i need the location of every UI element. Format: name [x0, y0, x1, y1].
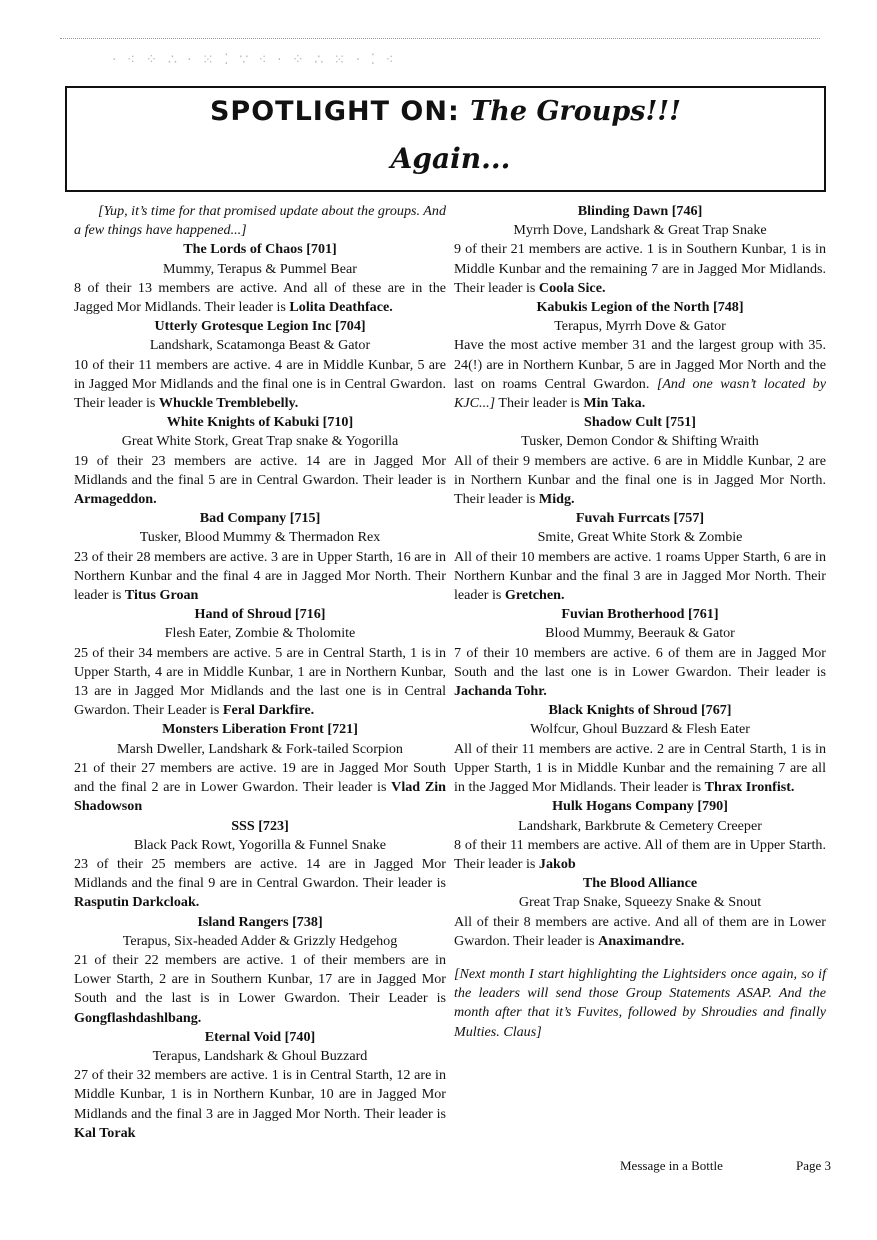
group-species: Wolfcur, Ghoul Buzzard & Flesh Eater [530, 721, 750, 738]
group-leader: Gongflashdashlbang [74, 1009, 198, 1026]
group-status-text: All of their 10 members are active. 1 roams Upper Starth, 6 are in Northern Kunbar and the final 3 are in Jagged Mor North. Their leader is [454, 548, 826, 604]
group-status [74, 951, 446, 1028]
group-species: Tusker, Demon Condor & Shifting Wraith [521, 433, 759, 450]
group-name: White Knights of Kabuki [710] [166, 414, 354, 431]
left-column [74, 202, 446, 1143]
title-prefix: SPOTLIGHT ON: [209, 96, 460, 127]
group-leader: Min Taka [583, 395, 642, 412]
group-name: Monsters Liberation Front [721] [162, 721, 358, 738]
group-status [74, 855, 446, 913]
group-status-tail: . [601, 279, 606, 296]
group-status-tail: . [153, 491, 157, 508]
group-status-text: 25 of their 34 members are active. 5 are in Central Starth, 1 is in Upper Starth, 4 are in Middle Kunbar, 1 are in Northern Kunbar, 13 are in Jagged Mor Midlands and the last one is in Central Gwardon. Their Leader is [74, 644, 446, 719]
group-status-text: All of their 9 members are active. 6 are in Middle Kunbar, 2 are in Northern Kunbar and the final one is in Jagged Mor North. Their leader is [454, 452, 826, 508]
group-leader: Coola Sice [538, 279, 602, 296]
group-leader: Gretchen [504, 587, 561, 604]
group-status-tail: . [790, 779, 795, 796]
group-name: Fuvian Brotherhood [761] [561, 606, 719, 623]
group-name: The Lords of Chaos [701] [183, 241, 337, 258]
group-status-tail: . [543, 683, 547, 700]
scan-smudge: · ⁖ ⁘ ∴ · ⁙ ⁚ ∵ ⁖ · ⁘ ∴ ⁙ · ⁚ ⁖ [112, 52, 397, 68]
group-status [74, 279, 446, 317]
group-species: Mummy, Terapus & Pummel Bear [163, 260, 357, 277]
group-name: Utterly Grotesque Legion Inc [704] [154, 318, 366, 335]
group-species: Landshark, Barkbrute & Cemetery Creeper [518, 817, 762, 834]
group-status-tail: . [195, 894, 200, 911]
group-status [74, 644, 446, 721]
group-status-text: 23 of their 25 members are active. 14 are in Jagged Mor Midlands and the final 9 are in Central Gwardon. Their leader is [74, 855, 446, 892]
group-status [74, 356, 446, 414]
group-status-tail: . [571, 491, 575, 508]
group-species: Great White Stork, Great Trap snake & Yogorilla [121, 433, 399, 450]
group-status [454, 452, 826, 510]
group-status [74, 548, 446, 606]
group-status-text: 19 of their 23 members are active. 14 are in Jagged Mor Midlands and the final 5 are in Central Gwardon. Their leader is [74, 452, 446, 488]
group-leader: Jakob [538, 855, 576, 872]
group-status [454, 740, 826, 798]
group-status-tail: . [560, 587, 565, 604]
editor-aside: [And one wasn’t located by KJC...] [454, 375, 826, 412]
right-column [454, 202, 826, 1042]
article-columns [74, 202, 831, 1172]
group-status-tail: . [197, 1009, 202, 1026]
group-species: Marsh Dweller, Landshark & Fork-tailed Scorpion [117, 740, 403, 757]
page-number: Page 3 [796, 1158, 832, 1173]
group-status [454, 913, 826, 951]
group-name: The Blood Alliance [582, 875, 698, 892]
title-script: The Groups!!! [470, 96, 682, 127]
group-status [454, 836, 826, 874]
group-status-text: All of their 11 members are active. 2 are in Central Starth, 1 is in Upper Starth, 1 is in Middle Kunbar and the remaining 7 are all in the Jagged Mor Midlands. Their leader is [454, 740, 826, 796]
group-status [454, 644, 826, 702]
group-species: Blood Mummy, Beerauk & Gator [545, 625, 735, 642]
group-status [454, 240, 826, 298]
intro-note: [Yup, it’s time for that promised update about the groups. And a few things have happened...] [74, 203, 446, 239]
group-leader: Rasputin Darkcloak [74, 894, 196, 911]
group-status-text: 8 of their 13 members are active. And all of these are in the Jagged Mor Midlands. Their leader is [74, 279, 446, 316]
group-leader: Midg [538, 491, 572, 508]
group-leader: Armageddon [74, 491, 154, 508]
group-leader: Whuckle Tremblebelly [158, 395, 295, 412]
publication-name: Message in a Bottle [620, 1158, 723, 1173]
group-status-text: 7 of their 10 members are active. 6 of them are in Jagged Mor South and the last one is in Lower Gwardon. Their leader is [454, 644, 826, 680]
group-leader: Anaximandre [598, 932, 681, 949]
group-leader: Kal Torak [74, 1124, 136, 1141]
group-status [74, 1066, 446, 1143]
group-status-text: Have the most active member 31 and the largest group with 35. 24(!) are in Northern Kunbar, 5 are in Jagged Mor North and the last on roams Central Gwardon. [454, 337, 826, 392]
group-status-text-2: Their leader is [495, 395, 584, 412]
group-leader: Thrax Ironfist [704, 779, 791, 796]
scan-artifact-line [60, 38, 820, 43]
group-name: SSS [723] [231, 817, 289, 834]
group-species: Tusker, Blood Mummy & Thermadon Rex [139, 529, 381, 546]
group-name: Bad Company [715] [199, 510, 321, 527]
closing-note: [Next month I start highlighting the Lightsiders once again, so if the leaders will send those Group Statements ASAP. And the month after that it’s Fuvites, followed by Shroudies and finally Multies. Claus] [454, 965, 826, 1040]
group-status-tail: . [641, 395, 646, 412]
group-status [454, 548, 826, 606]
group-species: Terapus, Six-headed Adder & Grizzly Hedgehog [122, 932, 398, 949]
group-leader: Feral Darkfire [222, 702, 311, 719]
group-species: Terapus, Landshark & Ghoul Buzzard [152, 1047, 368, 1064]
group-species: Smite, Great White Stork & Zombie [537, 529, 743, 546]
group-leader: Titus Groan [124, 587, 199, 604]
group-name: Fuvah Furrcats [757] [575, 510, 705, 527]
group-status-text: 23 of their 28 members are active. 3 are in Upper Starth, 16 are in Northern Kunbar and the final 4 are in Jagged Mor North. Their leader is [74, 548, 446, 604]
group-status [454, 336, 826, 413]
group-name: Eternal Void [740] [204, 1028, 316, 1045]
group-species: Great Trap Snake, Squeezy Snake & Snout [518, 894, 762, 911]
group-species: Landshark, Scatamonga Beast & Gator [149, 337, 371, 354]
group-name: Blinding Dawn [746] [577, 203, 703, 219]
group-status-text: 8 of their 11 members are active. All of them are in Upper Starth. Their leader is [454, 836, 826, 872]
group-status [74, 759, 446, 817]
group-name: Shadow Cult [751] [584, 414, 696, 431]
group-species: Black Pack Rowt, Yogorilla & Funnel Snake [133, 836, 387, 853]
group-status-tail: . [389, 299, 393, 316]
group-leader: Lolita Deathface [289, 299, 390, 316]
group-leader: Vlad Zin Shadowson [74, 779, 446, 815]
group-name: Kabukis Legion of the North [748] [536, 299, 744, 316]
group-status-text: 9 of their 21 members are active. 1 is in Southern Kunbar, 1 is in Middle Kunbar and the remaining 7 are in Jagged Mor Midlands. Their leader is [454, 241, 826, 296]
group-status-tail: . [294, 395, 299, 412]
title-line-2: Again... [390, 142, 511, 175]
group-species: Terapus, Myrrh Dove & Gator [554, 318, 726, 335]
group-status-text: 21 of their 27 members are active. 19 are in Jagged Mor South and the final 2 are in Lower Gwardon. Their leader is [74, 759, 446, 796]
group-status-text: 10 of their 11 members are active. 4 are in Middle Kunbar, 5 are in Jagged Mor Midlands and the final one is in Central Gwardon. Their leader is [74, 356, 446, 412]
page-title [67, 96, 824, 127]
spotlight-title-box [65, 86, 826, 192]
group-status [74, 452, 446, 510]
group-name: Hulk Hogans Company [790] [552, 798, 728, 815]
group-status-text: 27 of their 32 members are active. 1 is in Central Starth, 12 are in Middle Kunbar, 1 is in Northern Kunbar, 10 are in Jagged Mor Midlands and the final 3 are in Jagged Mor North. Their leader is [74, 1067, 446, 1122]
group-status-tail: . [680, 932, 685, 949]
group-status-text: All of their 8 members are active. And all of them are in Lower Gwardon. Their leader is [454, 913, 826, 949]
group-status-text: 21 of their 22 members are active. 1 of their members are in Lower Starth, 2 are in Southern Kunbar, 17 are in Jagged Mor South and the last is in Lower Gwardon. Their Leader is [74, 951, 446, 1007]
group-name: Hand of Shroud [716] [194, 606, 326, 623]
group-name: Island Rangers [738] [197, 913, 323, 930]
group-name: Black Knights of Shroud [767] [548, 702, 732, 719]
group-leader: Jachanda Tohr [454, 683, 544, 700]
group-species: Flesh Eater, Zombie & Tholomite [164, 625, 356, 642]
group-species: Myrrh Dove, Landshark & Great Trap Snake [513, 222, 767, 239]
group-status-tail: . [310, 702, 315, 719]
